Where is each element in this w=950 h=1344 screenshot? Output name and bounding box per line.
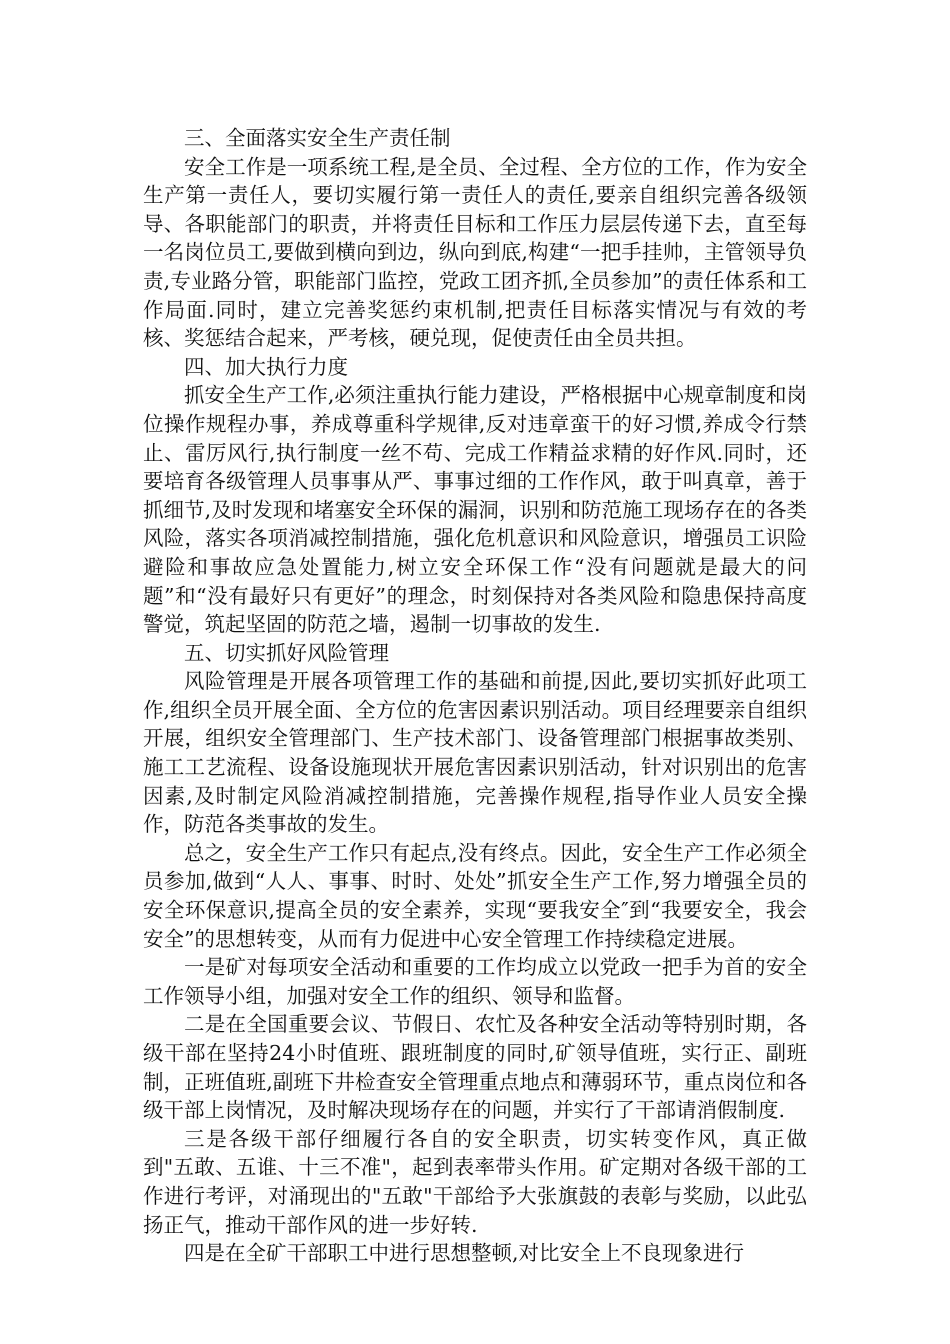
body-paragraph: 三是各级干部仔细履行各自的安全职责，切实转变作风，真正做到"五敢、五谁、十三不准"，起到表率带头作用。矿定期对各级干部的工作进行考评，对涌现出的"五敢"干部给予大张旗鼓的表彰与奖励，以此弘扬正气，推动干部作风的进一步好转. xyxy=(143,1126,807,1237)
body-paragraph: 总之，安全生产工作只有起点,没有终点。因此，安全生产工作必须全员参加,做到“人人、事事、时时、处处”抓安全生产工作,努力增强全员的安全环保意识,提高全员的安全素养，实现“要我安全″到“我要安全，我会安全”的思想转变，从而有力促进中心安全管理工作持续稳定进展。 xyxy=(143,840,807,951)
section-heading: 四、加大执行力度 xyxy=(184,354,348,379)
body-paragraph: 二是在全国重要会议、节假日、农忙及各种安全活动等特别时期，各级干部在坚持24小时值班、跟班制度的同时,矿领导值班，实行正、副班制，正班值班,副班下井检查安全管理重点地点和薄弱环节，重点岗位和各级干部上岗情况，及时解决现场存在的问题，并实行了干部请消假制度. xyxy=(143,1012,807,1123)
section-heading: 五、切实抓好风险管理 xyxy=(184,640,389,665)
body-paragraph: 一是矿对每项安全活动和重要的工作均成立以党政一把手为首的安全工作领导小组，加强对安全工作的组织、领导和监督。 xyxy=(143,955,807,1008)
section-heading: 三、全面落实安全生产责任制 xyxy=(184,126,451,150)
body-paragraph: 四是在全矿干部职工中进行思想整顿,对比安全上不良现象进行 xyxy=(184,1241,745,1266)
body-paragraph: 抓安全生产工作,必须注重执行能力建设，严格根据中心规章制度和岗位操作规程办事，养成尊重科学规律,反对违章蛮干的好习惯,养成令行禁止、雷厉风行,执行制度一丝不苟、完成工作精益求精的好作风.同时，还要培育各级管理人员事事从严、事事过细的工作作风，敢于叫真章，善于抓细节,及时发现和堵塞安全环保的漏洞，识别和防范施工现场存在的各类风险，落实各项消减控制措施，强化危机意识和风险意识，增强员工识险避险和事故应急处置能力,树立安全环保工作“没有问题就是最大的问题”和“没有最好只有更好”的理念，时刻保持对各类风险和隐患保持高度警觉，筑起坚固的防范之墙，遏制一切事故的发生. xyxy=(143,383,807,637)
body-paragraph: 风险管理是开展各项管理工作的基础和前提,因此,要切实抓好此项工作,组织全员开展全面、全方位的危害因素识别活动。项目经理要亲自组织开展，组织安全管理部门、生产技术部门、设备管理部门根据事故类别、施工工艺流程、设备设施现状开展危害因素识别活动，针对识别出的危害因素,及时制定风险消减控制措施，完善操作规程,指导作业人员安全操作，防范各类事故的发生。 xyxy=(143,669,807,837)
body-paragraph: 安全工作是一项系统工程,是全员、全过程、全方位的工作，作为安全生产第一责任人，要切实履行第一责任人的责任,要亲自组织完善各级领导、各职能部门的职责，并将责任目标和工作压力层层传递下去，直至每一名岗位员工,要做到横向到边，纵向到底,构建“一把手挂帅，主管领导负责,专业路分管，职能部门监控，党政工团齐抓,全员参加”的责任体系和工作局面.同时，建立完善奖惩约束机制,把责任目标落实情况与有效的考核、奖惩结合起来，严考核，硬兑现，促使责任由全员共担。 xyxy=(143,154,807,351)
document-body xyxy=(143,124,807,1268)
